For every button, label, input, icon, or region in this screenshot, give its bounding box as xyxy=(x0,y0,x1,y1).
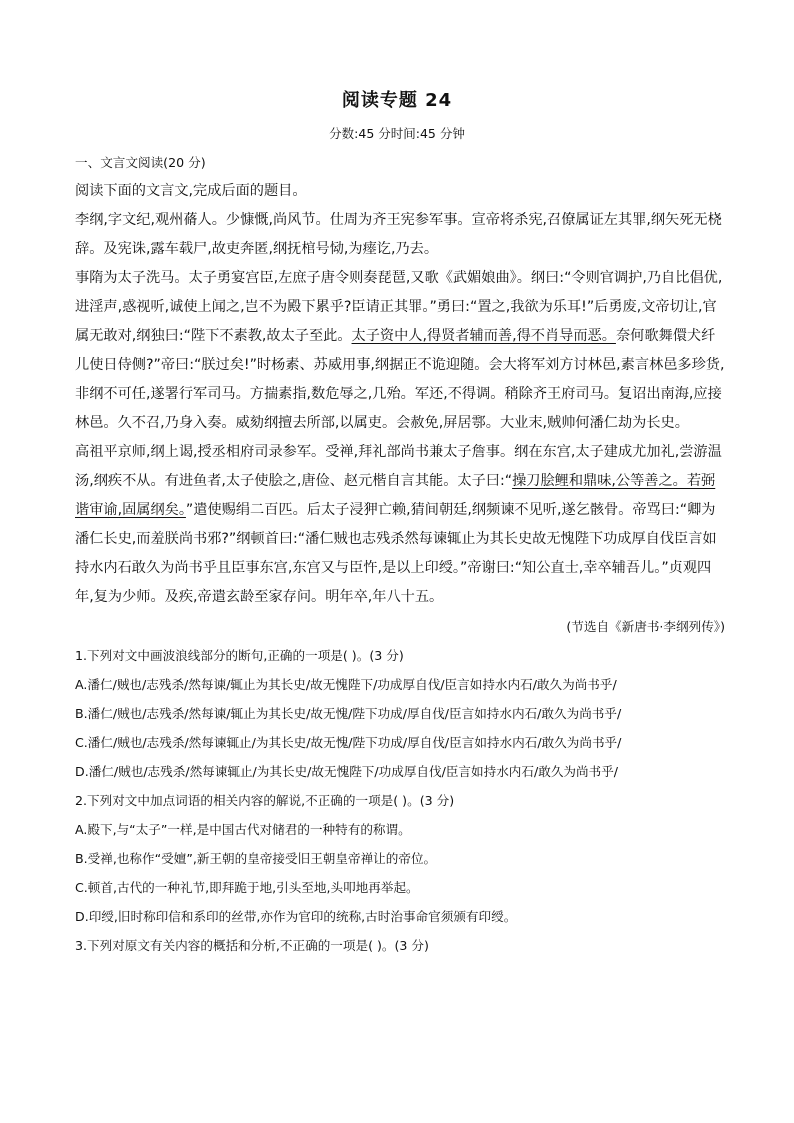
instruction-text: 阅读下面的文言文,完成后面的题目。 xyxy=(75,183,307,199)
passage-text: 高祖平京师,纲上谒,授丞相府司录参军。受禅,拜礼部尚书兼太子詹事。纲在东宫,太子建成尤加礼,尝游温汤,纲疾不从。有进鱼者,太子使脍之,唐俭、赵元楷自言其能。太子曰:“ xyxy=(75,444,722,489)
question-1-option-c: C.潘仁/贼也/志残杀/然每谏辄止/为其长史/故无愧/陛下功成/厚自伐/臣言如持水内石/敢久为尚书乎/ xyxy=(75,735,622,750)
question-1-stem: 1.下列对文中画波浪线部分的断句,正确的一项是( )。(3 分) xyxy=(75,648,404,663)
passage-source: (节选自《新唐书·李纲列传》) xyxy=(566,619,725,634)
question-2-option-a: A.殿下,与“太子”一样,是中国古代对储君的一种特有的称谓。 xyxy=(75,822,411,837)
underlined-sentence: 太子资中人,得贤者辅而善,得不肖导而恶。 xyxy=(351,328,616,344)
question-1-option-b: B.潘仁/贼也/志残杀/然每谏/辄止为其长史/故无愧/陛下功成/厚自伐/臣言如持水内石/敢久为尚书乎/ xyxy=(75,706,622,721)
underlined-sentence: 操刀脍鲤和鼎味,公等善之。若弼谐审谕,固属纲矣。 xyxy=(75,473,716,518)
passage-text: 奈何歌舞儇犬纤儿使日侍侧?”帝曰:“朕过矣!”时杨素、苏威用事,纲据正不诡迎随。会大将军刘方讨林邑,素言林邑多珍货,非纲不可任,遂署行军司马。方揣素指,数危辱之,几殆。军还,不得调。稍除齐王府司马。复诏出南海,应接林邑。久不召,乃身入奏。威劾纲擅去所部,以属吏。会赦免,屏居鄠。大业末,贼帅何潘仁劫为长史。 xyxy=(75,328,725,431)
section-heading: 一、文言文阅读(20 分) xyxy=(75,155,206,170)
passage-text: 且臣事东宫,东宫又与臣忤,是以上印绶。”帝谢曰:“知公直士,幸卒辅吾儿。”贞观四年,复为少师。及疾,帝遣玄龄至家存问。明年卒,年八十五。 xyxy=(75,560,712,605)
question-1-option-d: D.潘仁/贼也/志残杀/然每谏辄止/为其长史/故无愧陛下/功成厚自伐/臣言如持水内石/敢久为尚书乎/ xyxy=(75,764,619,779)
passage-paragraph-2 xyxy=(75,264,725,438)
question-3-stem: 3.下列对原文有关内容的概括和分析,不正确的一项是( )。(3 分) xyxy=(75,938,429,953)
question-1-option-a: A.潘仁/贼也/志残杀/然每谏/辄止为其长史/故无愧陛下/功成厚自伐/臣言如持水内石/敢久为尚书乎/ xyxy=(75,677,617,692)
passage-text: 事隋为太子洗马。太子勇宴宫臣,左庶子唐令则奏琵琶,又歌《武媚娘曲》。纲曰:“令则官调护,乃自比倡优,进淫声,惑视听,诚使上闻之,岂不为殿下累乎?臣请正其罪。”勇曰:“置之,我欲为乐耳!”后勇废,文帝切让,官属无敢对,纲独曰:“陛下不素教,故太子至此。 xyxy=(75,270,723,344)
question-2-stem: 2.下列对文中加点词语的相关内容的解说,不正确的一项是( )。(3 分) xyxy=(75,793,455,808)
document-body xyxy=(75,148,725,960)
passage-paragraph-3 xyxy=(75,438,725,612)
passage-paragraph-1: 李纲,字文纪,观州蓨人。少慷慨,尚风节。仕周为齐王宪参军事。宣帝将杀宪,召僚属证左其罪,纲矢死无桡辞。及宪诛,露车载尸,故吏奔匿,纲抚棺号恸,为瘗讫,乃去。 xyxy=(75,212,722,257)
question-2-option-c: C.顿首,古代的一种礼节,即拜跪于地,引头至地,头叩地再举起。 xyxy=(75,880,419,895)
question-2-option-d: D.印绶,旧时称印信和系印的丝带,亦作为官印的统称,古时治事命官须颁有印绶。 xyxy=(75,909,517,924)
wavy-underlined-sentence: 潘仁贼也志残杀然每谏辄止为其长史故无愧陛下功成厚自伐臣言如持水内石敢久为尚书乎 xyxy=(75,531,717,576)
page-title: 阅读专题 24 xyxy=(341,90,453,111)
question-2-option-b: B.受禅,也称作“受嬗”,新王朝的皇帝接受旧王朝皇帝禅让的帝位。 xyxy=(75,851,437,866)
passage-text: ”遣使赐绢二百匹。后太子浸狎亡赖,猜间朝廷,纲频谏不见听,遂乞骸骨。帝骂曰:“卿为潘仁长史,而羞朕尚书邪?”纲顿首曰:“ xyxy=(75,502,716,547)
score-time-info: 分数:45 分时间:45 分钟 xyxy=(329,126,465,141)
